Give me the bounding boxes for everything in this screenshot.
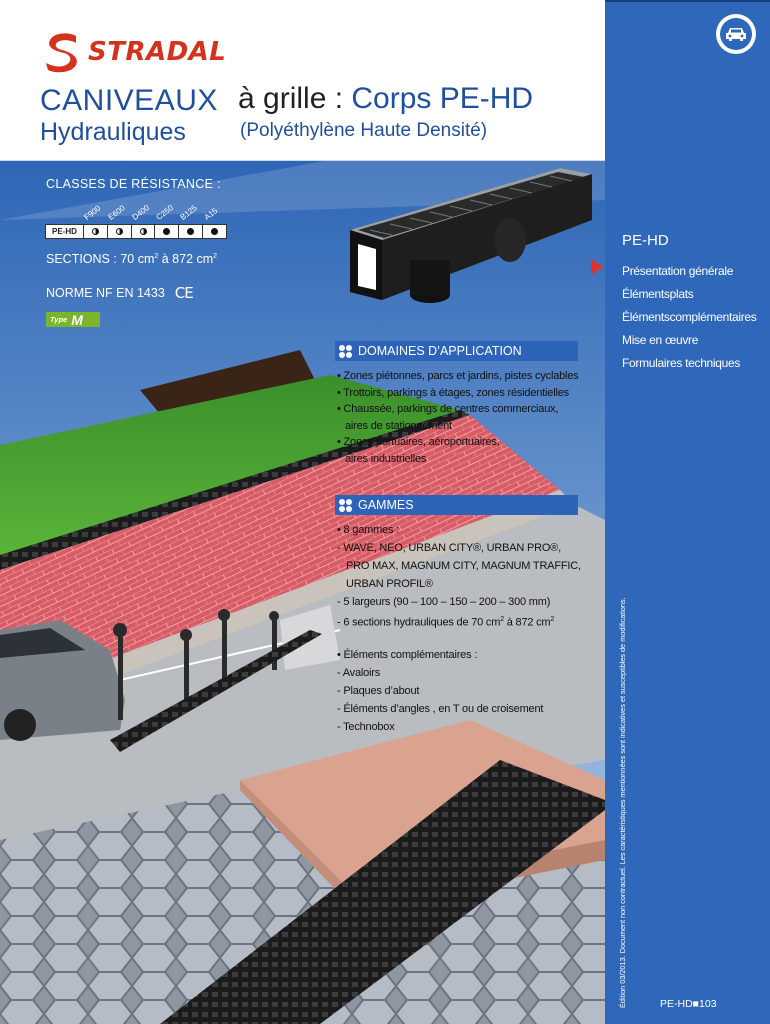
class-mark-icon — [211, 228, 218, 235]
list-item: - WAVE, NEO, URBAN CITY®, URBAN PRO®, — [337, 542, 561, 554]
class-header: C250 — [154, 203, 176, 222]
grille-product: Corps PE-HD — [351, 82, 534, 115]
sections-mid: à 872 cm — [158, 252, 214, 266]
stradal-logo — [42, 30, 226, 74]
gam-sections-b: à 872 cm — [503, 616, 551, 629]
list-item: • Zones portuaires, aéroportuaires, — [337, 436, 500, 448]
sup-2: 2 — [500, 616, 504, 623]
list-item: PRO MAX, MAGNUM CITY, MAGNUM TRAFFIC, — [346, 560, 581, 572]
gammes-header — [335, 495, 578, 515]
list-item: - 5 largeurs (90 – 100 – 150 – 200 – 300 mm) — [337, 596, 551, 608]
sup-2: 2 — [154, 252, 159, 260]
list-item: aires industrielles — [345, 452, 427, 465]
ce-mark-icon: CE — [174, 284, 193, 302]
sidebar-top-line — [605, 0, 770, 2]
sidebar-nav — [622, 260, 757, 375]
active-nav-arrow-icon — [591, 259, 603, 275]
car-glyph-icon — [725, 26, 747, 42]
list-item: • Trottoirs, parkings à étages, zones résidentielles — [337, 386, 569, 399]
sidebar-title: PE-HD — [622, 232, 669, 249]
class-cell — [84, 225, 108, 238]
classes-title: CLASSES DE RÉSISTANCE : — [46, 177, 221, 191]
class-mark-icon — [163, 228, 170, 235]
class-cell — [179, 225, 203, 238]
gam-sections-a: - 6 sections hydrauliques de 70 cm — [337, 616, 501, 629]
class-header: A15 — [202, 206, 220, 222]
list-item — [337, 611, 607, 632]
gammes-list — [337, 521, 607, 736]
domaines-title: DOMAINES D’APPLICATION — [358, 344, 522, 358]
type-m-badge — [46, 312, 100, 327]
class-table — [45, 224, 227, 239]
subtitle: (Polyéthylène Haute Densité) — [240, 120, 488, 141]
norme-spec — [46, 284, 193, 302]
list-item: aires de stationnement — [345, 419, 452, 432]
class-mark-icon — [187, 228, 194, 235]
list-item: • Chaussée, parkings de centres commerciaux, — [337, 403, 559, 415]
class-mark-icon — [140, 228, 147, 235]
class-header: E600 — [106, 203, 127, 222]
list-item: • Éléments complémentaires : — [337, 648, 478, 661]
nav-formulaires-techniques[interactable]: Formulaires techniques — [622, 356, 741, 370]
class-cell — [132, 225, 156, 238]
list-item: - Éléments d’angles , en T ou de croisement — [337, 702, 544, 715]
right-sidebar — [605, 0, 770, 1024]
list-item: - Plaques d’about — [337, 684, 420, 697]
list-item: • 8 gammes : — [337, 524, 399, 536]
sections-spec — [46, 252, 217, 266]
class-cell — [203, 225, 226, 238]
type-label: Type — [50, 315, 68, 324]
grille-prefix: à grille : — [238, 82, 352, 115]
title-hydrauliques: Hydrauliques — [40, 118, 186, 146]
sup-2: 2 — [550, 616, 555, 623]
class-mark-icon — [116, 228, 123, 235]
title-caniveaux: CANIVEAUX — [40, 84, 218, 117]
stradal-s-icon — [42, 30, 82, 74]
list-item: - Avaloirs — [337, 666, 381, 679]
nav-presentation-generale[interactable]: Présentation générale — [622, 264, 734, 278]
class-cell — [108, 225, 132, 238]
dots-grid-icon — [339, 499, 352, 512]
norme-text: NORME NF EN 1433 — [46, 286, 165, 300]
brand-name: STRADAL — [88, 37, 227, 67]
class-header: D400 — [130, 203, 152, 222]
channel-drain-product-image — [330, 160, 602, 330]
domaines-list — [337, 368, 607, 467]
sections-prefix: SECTIONS : 70 cm — [46, 252, 155, 266]
spacer — [337, 632, 607, 646]
gammes-title: GAMMES — [358, 498, 414, 512]
class-cell — [155, 225, 179, 238]
car-icon — [716, 14, 756, 54]
page-number: PE-HD■103 — [660, 998, 717, 1010]
class-mark-icon — [92, 228, 99, 235]
domaines-header — [335, 341, 578, 361]
class-row-label: PE-HD — [46, 225, 84, 238]
nav-mise-en-oeuvre[interactable]: Mise en œuvre — [622, 333, 699, 347]
list-item: - Technobox — [337, 720, 395, 733]
sup-2: 2 — [213, 252, 218, 260]
type-letter: M — [71, 311, 83, 328]
edition-note: Édition 03/2013. Document non contractuel. Les caractéristiques mentionnées sont indicatives et susceptibles de modifications. — [618, 597, 627, 1008]
class-headers — [84, 200, 227, 224]
class-header: B125 — [178, 203, 199, 222]
class-header: F900 — [82, 203, 103, 222]
title-grille — [238, 82, 533, 116]
list-item: • Zones piétonnes, parcs et jardins, pistes cyclables — [337, 370, 579, 382]
list-item: URBAN PROFIL® — [346, 578, 433, 590]
nav-elements-plats[interactable]: Élémentsplats — [622, 287, 694, 301]
nav-elements-complementaires[interactable]: Élémentscomplémentaires — [622, 310, 757, 324]
dots-grid-icon — [339, 345, 352, 358]
